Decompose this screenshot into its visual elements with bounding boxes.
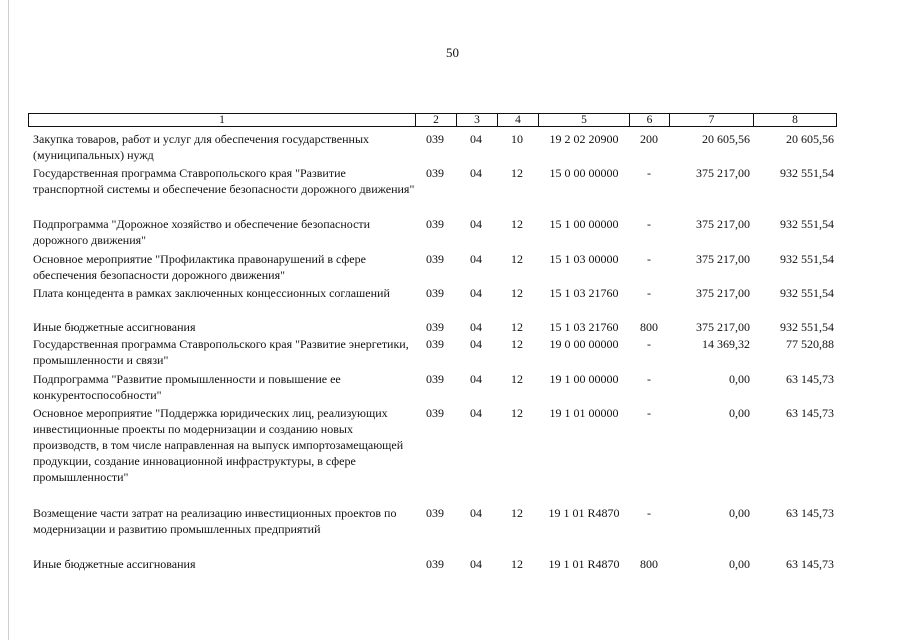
row-value-c7: 375 217,00	[696, 286, 750, 300]
row-value-c4: 12	[511, 557, 523, 571]
row-label: Иные бюджетные ассигнования	[33, 320, 196, 334]
row-value-c3: 04	[470, 557, 482, 571]
row-value-c5: 15 1 03 21760	[549, 320, 619, 334]
scan-edge-line	[8, 0, 9, 640]
column-header-3: 3	[457, 114, 498, 126]
row-value-c8: 932 551,54	[780, 166, 834, 180]
column-header-5: 5	[539, 114, 630, 126]
row-label: Возмещение части затрат на реализацию инвестиционных проектов по модернизации и развитию промышленных предприятий	[33, 506, 397, 536]
row-value-c8: 932 551,54	[780, 286, 834, 300]
column-header-1: 1	[29, 114, 416, 126]
row-value-c5: 15 1 00 00000	[549, 217, 619, 231]
row-label: Подпрограмма "Дорожное хозяйство и обеспечение безопасности дорожного движения"	[33, 217, 371, 247]
row-value-c8: 77 520,88	[786, 337, 834, 351]
row-label: Закупка товаров, работ и услуг для обеспечения государственных (муниципальных) нужд	[33, 132, 370, 162]
row-value-c5: 15 0 00 00000	[549, 166, 619, 180]
row-value-c7: 375 217,00	[696, 320, 750, 334]
row-value-c3: 04	[470, 372, 482, 386]
row-value-c7: 375 217,00	[696, 252, 750, 266]
row-value-c6: 800	[640, 557, 658, 571]
table-column-header	[28, 113, 837, 127]
row-value-c8: 63 145,73	[786, 557, 834, 571]
row-label: Государственная программа Ставропольского края "Развитие энергетики, промышленности и связи"	[33, 337, 409, 367]
row-value-c4: 10	[511, 132, 523, 146]
row-value-c7: 0,00	[729, 406, 750, 420]
page-number: 50	[446, 45, 459, 60]
row-value-c8: 63 145,73	[786, 506, 834, 520]
row-value-c8: 63 145,73	[786, 372, 834, 386]
row-value-c5: 19 0 00 00000	[549, 337, 619, 351]
row-value-c6: -	[647, 372, 651, 386]
row-value-c2: 039	[426, 337, 444, 351]
row-value-c4: 12	[511, 217, 523, 231]
row-label: Плата концедента в рамках заключенных концессионных соглашений	[33, 286, 390, 300]
row-value-c7: 375 217,00	[696, 166, 750, 180]
row-value-c7: 14 369,32	[702, 337, 750, 351]
row-value-c2: 039	[426, 217, 444, 231]
row-value-c4: 12	[511, 166, 523, 180]
row-value-c6: -	[647, 506, 651, 520]
row-value-c3: 04	[470, 217, 482, 231]
row-value-c5: 15 1 03 21760	[549, 286, 619, 300]
row-value-c8: 20 605,56	[786, 132, 834, 146]
row-value-c4: 12	[511, 506, 523, 520]
row-value-c3: 04	[470, 406, 482, 420]
row-value-c7: 375 217,00	[696, 217, 750, 231]
row-value-c4: 12	[511, 252, 523, 266]
row-value-c7: 0,00	[729, 506, 750, 520]
row-value-c5: 19 1 01 R4870	[548, 557, 620, 571]
row-value-c8: 932 551,54	[780, 252, 834, 266]
row-value-c8: 932 551,54	[780, 320, 834, 334]
row-value-c2: 039	[426, 132, 444, 146]
row-label: Основное мероприятие "Поддержка юридических лиц, реализующих инвестиционные проекты по модернизации и созданию новых производств, в том числе направленная на выпуск импортозамещающей продукции, создание инновационной инфраструктуры, в сфере промышленности"	[33, 406, 404, 484]
row-value-c7: 0,00	[729, 372, 750, 386]
row-value-c4: 12	[511, 406, 523, 420]
column-header-4: 4	[498, 114, 539, 126]
row-value-c2: 039	[426, 506, 444, 520]
column-header-2: 2	[416, 114, 457, 126]
row-value-c5: 19 2 02 20900	[549, 132, 619, 146]
row-value-c6: -	[647, 166, 651, 180]
row-value-c2: 039	[426, 286, 444, 300]
row-value-c3: 04	[470, 132, 482, 146]
column-header-7: 7	[670, 114, 754, 126]
row-value-c3: 04	[470, 252, 482, 266]
row-value-c3: 04	[470, 166, 482, 180]
row-value-c3: 04	[470, 286, 482, 300]
row-value-c5: 19 1 00 00000	[549, 372, 619, 386]
row-value-c2: 039	[426, 557, 444, 571]
row-value-c4: 12	[511, 286, 523, 300]
row-value-c6: -	[647, 286, 651, 300]
row-value-c2: 039	[426, 166, 444, 180]
row-value-c2: 039	[426, 372, 444, 386]
row-value-c7: 20 605,56	[702, 132, 750, 146]
row-value-c4: 12	[511, 337, 523, 351]
row-value-c4: 12	[511, 372, 523, 386]
row-value-c4: 12	[511, 320, 523, 334]
row-value-c5: 19 1 01 R4870	[548, 506, 620, 520]
row-label: Подпрограмма "Развитие промышленности и повышение ее конкурентоспособности"	[33, 372, 341, 402]
column-header-6: 6	[630, 114, 670, 126]
column-header-8: 8	[792, 114, 798, 126]
row-value-c6: 200	[640, 132, 658, 146]
row-value-c6: -	[647, 406, 651, 420]
row-value-c3: 04	[470, 320, 482, 334]
row-value-c7: 0,00	[729, 557, 750, 571]
row-value-c2: 039	[426, 252, 444, 266]
row-value-c6: -	[647, 252, 651, 266]
row-value-c5: 19 1 01 00000	[549, 406, 619, 420]
row-value-c2: 039	[426, 406, 444, 420]
row-value-c6: 800	[640, 320, 658, 334]
row-value-c8: 932 551,54	[780, 217, 834, 231]
row-value-c8: 63 145,73	[786, 406, 834, 420]
row-label: Государственная программа Ставропольского края "Развитие транспортной системы и обеспечение безопасности дорожного движения"	[33, 166, 415, 196]
row-value-c3: 04	[470, 337, 482, 351]
row-value-c3: 04	[470, 506, 482, 520]
row-value-c5: 15 1 03 00000	[549, 252, 619, 266]
row-value-c2: 039	[426, 320, 444, 334]
row-label: Иные бюджетные ассигнования	[33, 557, 196, 571]
row-label: Основное мероприятие "Профилактика правонарушений в сфере обеспечения безопасности дорожного движения"	[33, 252, 366, 282]
row-value-c6: -	[647, 337, 651, 351]
row-value-c6: -	[647, 217, 651, 231]
